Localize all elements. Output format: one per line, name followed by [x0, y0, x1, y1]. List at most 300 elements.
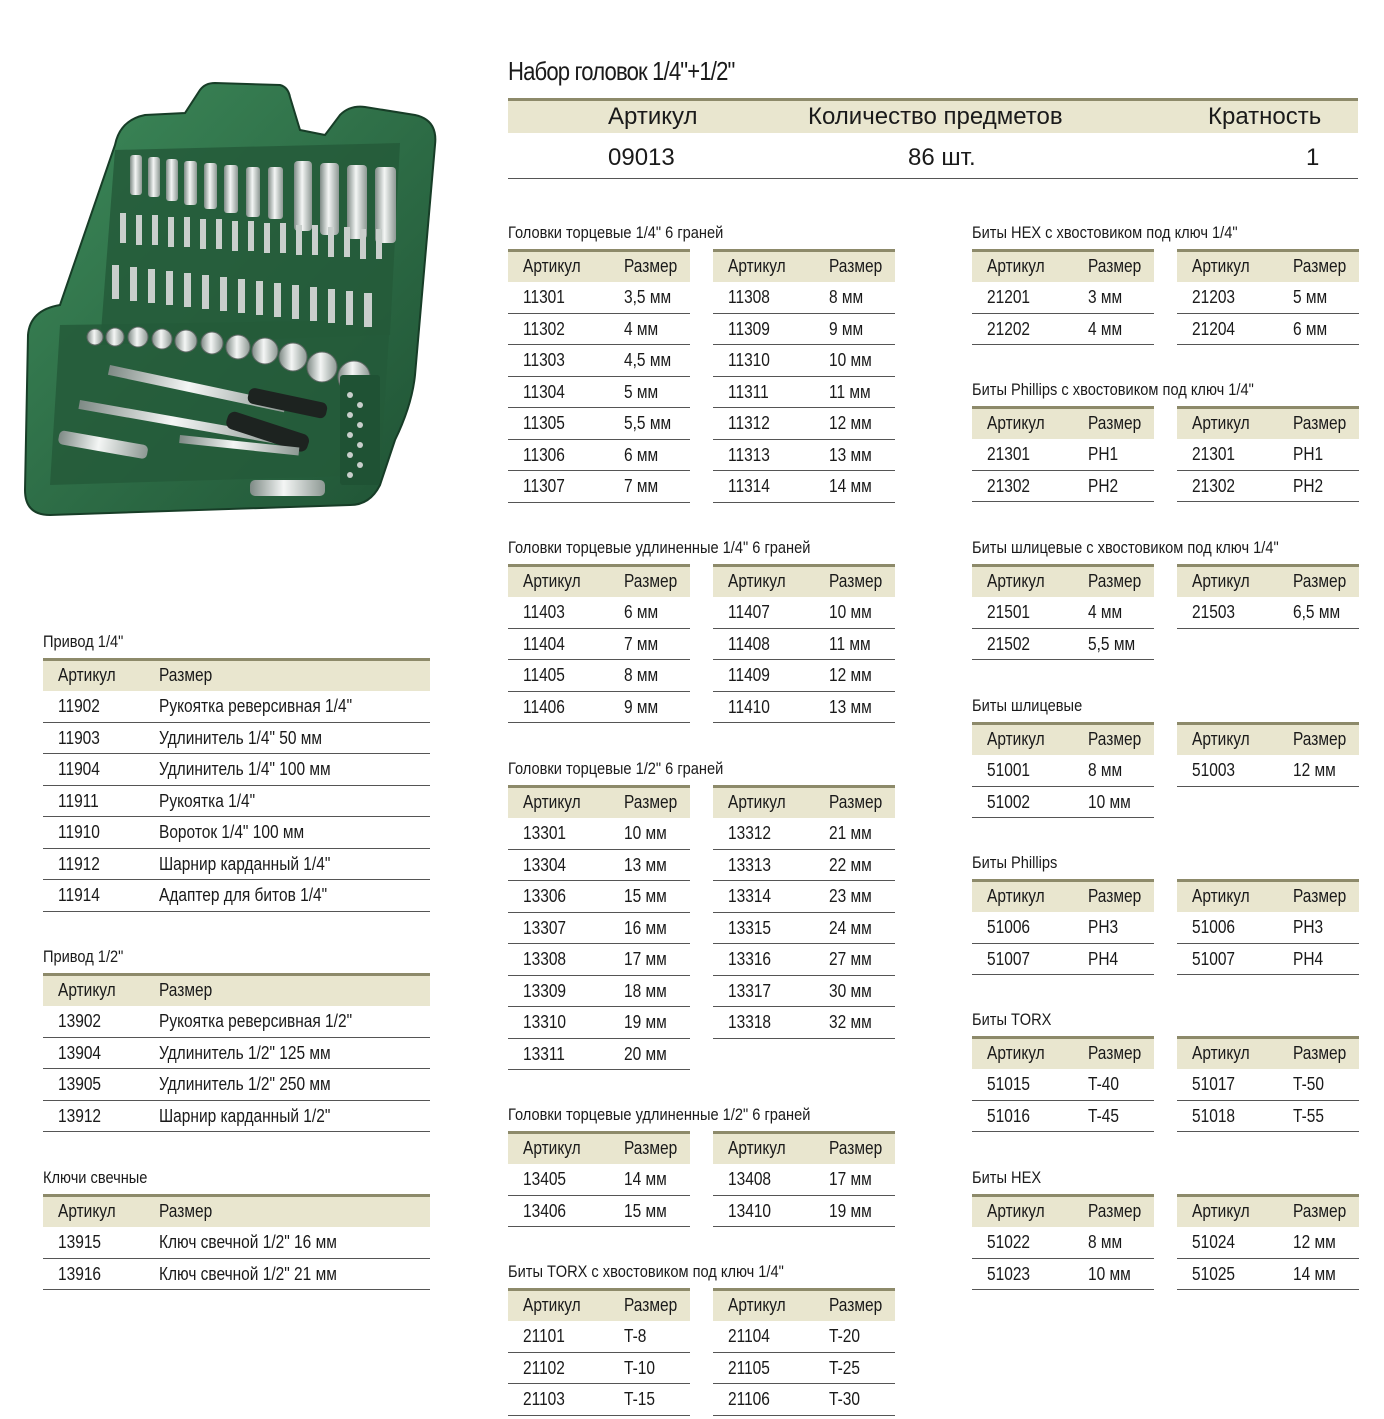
header-size: Размер: [624, 792, 678, 812]
cell-size: 4 мм: [1088, 318, 1123, 339]
table-row: [713, 377, 895, 409]
header-size: Размер: [1088, 886, 1142, 906]
table-row: [43, 1259, 430, 1291]
cell-article: 51007: [1192, 948, 1236, 969]
cell-article: 21102: [523, 1357, 565, 1378]
cell-article: 11306: [523, 444, 565, 465]
table-header: [972, 1194, 1154, 1227]
cell-article: 21101: [523, 1326, 565, 1346]
cell-article: 11302: [523, 318, 565, 339]
table-header: [713, 1288, 895, 1321]
table-header: [1177, 722, 1359, 755]
cell-article: 21201: [987, 287, 1031, 307]
header-article: Артикул: [58, 665, 116, 685]
table-row: [1177, 282, 1359, 314]
section-title: Ключи свечные: [43, 1168, 148, 1187]
header-size: Размер: [1088, 729, 1142, 749]
table-row: [713, 976, 895, 1008]
cell-size: Рукоятка 1/4": [159, 790, 256, 811]
cell-size: 4,5 мм: [624, 350, 672, 370]
spec-table: [508, 249, 690, 503]
cell-article: 13313: [728, 854, 772, 875]
cell-size: 21 мм: [829, 823, 872, 843]
table-row: [713, 660, 895, 692]
header-article: Артикул: [1192, 1043, 1250, 1063]
cell-size: 24 мм: [829, 917, 872, 938]
cell-article: 51002: [987, 791, 1031, 812]
cell-size: PH4: [1293, 948, 1324, 969]
table-row: [713, 345, 895, 377]
table-header: [713, 1131, 895, 1164]
table-row: [1177, 1069, 1359, 1101]
cell-article: 13304: [523, 854, 567, 875]
cell-article: 51006: [1192, 917, 1236, 937]
cell-size: 8 мм: [624, 665, 659, 685]
table-row: [972, 944, 1154, 976]
header-size: Размер: [1293, 886, 1347, 906]
section-title: Биты Phillips с хвостовиком под ключ 1/4": [972, 380, 1254, 399]
table-row: [43, 723, 430, 755]
table-header: [972, 722, 1154, 755]
table-row: [713, 944, 895, 976]
cell-size: 14 мм: [829, 476, 872, 496]
header-size: Размер: [829, 792, 883, 812]
table-row: [713, 597, 895, 629]
table-row: [508, 850, 690, 882]
header-size: Размер: [159, 665, 213, 685]
summary-multiplicity: 1: [1306, 144, 1320, 171]
cell-article: 11902: [58, 696, 100, 716]
table-row: [713, 408, 895, 440]
cell-size: 13 мм: [829, 696, 872, 717]
header-size: Размер: [1088, 1043, 1142, 1063]
table-row: [508, 1321, 690, 1353]
table-row: [972, 912, 1154, 944]
table-row: [1177, 1101, 1359, 1133]
cell-size: Рукоятка реверсивная 1/2": [159, 1011, 353, 1031]
cell-size: 12 мм: [1293, 760, 1336, 780]
section-title: Головки торцевые 1/2" 6 граней: [508, 759, 724, 778]
table-row: [508, 818, 690, 850]
spec-table: [972, 879, 1154, 975]
spec-table: [1177, 879, 1359, 975]
header-article: Артикул: [523, 1138, 581, 1158]
table-row: [713, 314, 895, 346]
cell-size: 18 мм: [624, 980, 667, 1001]
cell-article: 11312: [728, 413, 770, 433]
cell-article: 11407: [728, 602, 770, 622]
cell-size: Удлинитель 1/4" 50 мм: [159, 727, 323, 748]
table-row: [1177, 1259, 1359, 1291]
cell-article: 11311: [728, 381, 769, 402]
cell-article: 13310: [523, 1012, 567, 1032]
cell-size: 19 мм: [624, 1012, 667, 1032]
table-header: [508, 249, 690, 282]
table-row: [508, 1384, 690, 1416]
table-row: [43, 1006, 430, 1038]
table-header: [972, 879, 1154, 912]
table-row: [43, 691, 430, 723]
cell-size: 16 мм: [624, 917, 667, 938]
cell-article: 51018: [1192, 1105, 1236, 1126]
cell-size: T-55: [1293, 1105, 1324, 1126]
header-size: Размер: [829, 256, 883, 276]
spec-table: [1177, 406, 1359, 502]
cell-article: 21301: [1192, 444, 1236, 464]
table-row: [508, 629, 690, 661]
table-row: [508, 314, 690, 346]
cell-article: 51015: [987, 1074, 1031, 1094]
header-size: Размер: [1293, 729, 1347, 749]
header-article: Артикул: [728, 256, 786, 276]
cell-size: T-50: [1293, 1074, 1324, 1094]
table-row: [43, 880, 430, 912]
cell-article: 11307: [523, 476, 565, 496]
cell-size: 9 мм: [829, 318, 864, 339]
table-header: [1177, 249, 1359, 282]
section-title: Биты HEX с хвостовиком под ключ 1/4": [972, 223, 1238, 242]
cell-size: T-40: [1088, 1074, 1119, 1094]
cell-article: 11408: [728, 633, 770, 654]
table-header: [972, 406, 1154, 439]
cell-article: 21502: [987, 633, 1031, 654]
table-row: [43, 1101, 430, 1133]
cell-size: 23 мм: [829, 886, 872, 906]
header-size: Размер: [1293, 256, 1347, 276]
cell-size: 7 мм: [624, 476, 659, 496]
header-article: Артикул: [728, 571, 786, 591]
table-row: [508, 1196, 690, 1228]
table-row: [1177, 471, 1359, 503]
header-article: Артикул: [987, 413, 1045, 433]
header-article: Артикул: [728, 1138, 786, 1158]
cell-size: 30 мм: [829, 980, 872, 1001]
cell-article: 11912: [58, 853, 100, 874]
header-size: Размер: [624, 571, 678, 591]
summary-values: [508, 138, 1358, 179]
cell-size: 8 мм: [1088, 1232, 1123, 1252]
tool-case-image: [20, 75, 440, 540]
header-size: Размер: [624, 1295, 678, 1315]
table-row: [713, 850, 895, 882]
cell-size: T-10: [624, 1357, 655, 1378]
table-header: [1177, 406, 1359, 439]
spec-table: [508, 1131, 690, 1227]
cell-article: 51016: [987, 1105, 1031, 1126]
table-header: [713, 249, 895, 282]
header-article: Артикул: [987, 886, 1045, 906]
table-row: [43, 1038, 430, 1070]
cell-article: 21202: [987, 318, 1031, 339]
header-size: Размер: [159, 1201, 213, 1221]
header-article: Артикул: [1192, 413, 1250, 433]
cell-article: 11406: [523, 696, 565, 717]
table-row: [713, 692, 895, 724]
table-row: [43, 786, 430, 818]
cell-size: 14 мм: [1293, 1263, 1336, 1284]
spec-table: [1177, 1036, 1359, 1132]
cell-size: 4 мм: [624, 318, 659, 339]
table-row: [713, 1353, 895, 1385]
table-row: [508, 377, 690, 409]
table-row: [972, 439, 1154, 471]
table-row: [972, 1069, 1154, 1101]
header-article: Артикул: [728, 1295, 786, 1315]
cell-size: 10 мм: [829, 350, 872, 370]
spec-table: [972, 564, 1154, 660]
cell-article: 21302: [987, 475, 1031, 496]
table-header: [713, 785, 895, 818]
cell-size: PH4: [1088, 948, 1119, 969]
cell-size: 4 мм: [1088, 602, 1123, 622]
table-row: [713, 282, 895, 314]
table-row: [972, 597, 1154, 629]
cell-article: 11409: [728, 665, 770, 685]
table-row: [508, 597, 690, 629]
spec-table: [508, 564, 690, 723]
cell-size: T-8: [624, 1326, 647, 1346]
table-row: [43, 1069, 430, 1101]
cell-article: 51022: [987, 1232, 1031, 1252]
cell-size: 8 мм: [829, 287, 864, 307]
cell-article: 11313: [728, 444, 770, 465]
spec-table: [713, 1288, 895, 1416]
cell-size: Удлинитель 1/4" 100 мм: [159, 759, 331, 779]
header-article: Артикул: [58, 1201, 116, 1221]
header-size: Размер: [1088, 256, 1142, 276]
spec-table: [1177, 722, 1359, 787]
table-row: [713, 1196, 895, 1228]
header-article: Артикул: [523, 256, 581, 276]
cell-article: 13405: [523, 1169, 567, 1189]
cell-size: 8 мм: [1088, 760, 1123, 780]
spec-table: [972, 722, 1154, 818]
cell-size: PH3: [1088, 917, 1119, 937]
table-row: [508, 1353, 690, 1385]
cell-article: 51023: [987, 1263, 1031, 1284]
spec-table: [1177, 564, 1359, 629]
table-row: [1177, 314, 1359, 346]
header-article: Артикул: [728, 792, 786, 812]
header-article: Артикул: [987, 256, 1045, 276]
table-row: [508, 913, 690, 945]
cell-size: 12 мм: [829, 413, 872, 433]
cell-size: 6,5 мм: [1293, 602, 1341, 622]
table-row: [713, 913, 895, 945]
spec-table: [972, 1036, 1154, 1132]
cell-article: 13915: [58, 1232, 102, 1252]
spec-table: [972, 406, 1154, 502]
spec-table: [1177, 1194, 1359, 1290]
table-header: [43, 1194, 430, 1227]
cell-article: 51006: [987, 917, 1031, 937]
cell-article: 21204: [1192, 318, 1236, 339]
header-size: Размер: [1088, 571, 1142, 591]
summary-col-multiplicity: Кратность: [1208, 103, 1322, 130]
table-row: [972, 471, 1154, 503]
cell-size: Рукоятка реверсивная 1/4": [159, 696, 353, 716]
cell-article: 13904: [58, 1042, 102, 1063]
cell-article: 11310: [728, 350, 770, 370]
cell-size: 11 мм: [829, 381, 871, 402]
table-row: [713, 1007, 895, 1039]
section-title: Головки торцевые 1/4" 6 граней: [508, 223, 724, 242]
cell-size: 9 мм: [624, 696, 659, 717]
cell-size: 10 мм: [1088, 791, 1131, 812]
spec-table: [713, 564, 895, 723]
table-row: [713, 1384, 895, 1416]
spec-table: [43, 973, 430, 1132]
cell-size: 32 мм: [829, 1012, 872, 1032]
header-article: Артикул: [1192, 886, 1250, 906]
cell-article: 13408: [728, 1169, 772, 1189]
cell-size: 13 мм: [829, 444, 872, 465]
header-size: Размер: [829, 1295, 883, 1315]
cell-article: 11314: [728, 476, 770, 496]
cell-article: 13902: [58, 1011, 102, 1031]
summary-article: 09013: [608, 144, 675, 171]
cell-article: 13312: [728, 823, 772, 843]
cell-article: 21301: [987, 444, 1031, 464]
table-row: [508, 881, 690, 913]
table-row: [972, 755, 1154, 787]
cell-article: 21105: [728, 1357, 770, 1378]
section-title: Биты шлицевые с хвостовиком под ключ 1/4": [972, 538, 1279, 557]
table-header: [1177, 564, 1359, 597]
page-title: Набор головок 1/4"+1/2": [508, 56, 735, 86]
header-size: Размер: [1088, 413, 1142, 433]
cell-size: 14 мм: [624, 1169, 667, 1189]
cell-size: PH2: [1293, 475, 1324, 496]
cell-article: 13916: [58, 1263, 102, 1284]
cell-article: 21104: [728, 1326, 770, 1346]
spec-table: [972, 1194, 1154, 1290]
cell-article: 13306: [523, 886, 567, 906]
table-row: [508, 345, 690, 377]
table-header: [1177, 1036, 1359, 1069]
cell-size: 17 мм: [624, 949, 667, 969]
cell-article: 51007: [987, 948, 1031, 969]
cell-article: 11903: [58, 727, 100, 748]
table-row: [972, 629, 1154, 661]
spec-table: [713, 1131, 895, 1227]
header-size: Размер: [1293, 413, 1347, 433]
section-title: Биты TORX: [972, 1010, 1052, 1029]
cell-size: Шарнир карданный 1/2": [159, 1105, 331, 1126]
cell-article: 51003: [1192, 760, 1236, 780]
table-row: [43, 1227, 430, 1259]
table-row: [713, 629, 895, 661]
cell-article: 21203: [1192, 287, 1236, 307]
cell-size: PH1: [1088, 444, 1119, 464]
cell-article: 13308: [523, 949, 567, 969]
header-size: Размер: [1088, 1201, 1142, 1221]
cell-article: 11914: [58, 885, 100, 905]
cell-size: 19 мм: [829, 1200, 872, 1221]
table-header: [713, 564, 895, 597]
table-row: [508, 471, 690, 503]
cell-article: 13309: [523, 980, 567, 1001]
table-row: [508, 944, 690, 976]
table-row: [713, 1321, 895, 1353]
header-size: Размер: [624, 1138, 678, 1158]
cell-article: 21503: [1192, 602, 1236, 622]
table-row: [972, 282, 1154, 314]
cell-article: 13905: [58, 1074, 102, 1094]
table-row: [1177, 597, 1359, 629]
cell-size: T-45: [1088, 1105, 1119, 1126]
spec-table: [972, 249, 1154, 345]
cell-article: 13912: [58, 1105, 102, 1126]
summary-header: [508, 98, 1358, 133]
table-row: [972, 1101, 1154, 1133]
summary-count: 86 шт.: [908, 144, 976, 171]
table-row: [508, 1007, 690, 1039]
cell-article: 11405: [523, 665, 565, 685]
cell-size: 6 мм: [624, 444, 659, 465]
table-header: [1177, 879, 1359, 912]
table-header: [508, 564, 690, 597]
cell-size: PH3: [1293, 917, 1324, 937]
header-article: Артикул: [1192, 1201, 1250, 1221]
cell-size: Ключ свечной 1/2" 21 мм: [159, 1263, 337, 1284]
table-header: [508, 1288, 690, 1321]
cell-article: 13315: [728, 917, 772, 938]
table-row: [508, 408, 690, 440]
header-article: Артикул: [987, 1201, 1045, 1221]
cell-article: 11904: [58, 759, 100, 779]
table-row: [1177, 755, 1359, 787]
cell-size: 15 мм: [624, 886, 667, 906]
spec-table: [43, 658, 430, 912]
header-article: Артикул: [987, 571, 1045, 591]
table-header: [972, 249, 1154, 282]
cell-size: 17 мм: [829, 1169, 872, 1189]
cell-article: 21106: [728, 1389, 770, 1409]
cell-article: 21302: [1192, 475, 1236, 496]
spec-table: [1177, 249, 1359, 345]
table-row: [1177, 1227, 1359, 1259]
cell-size: 10 мм: [1088, 1263, 1131, 1284]
cell-size: PH2: [1088, 475, 1119, 496]
cell-size: 6 мм: [624, 602, 659, 622]
cell-article: 13410: [728, 1200, 772, 1221]
cell-article: 11304: [523, 381, 565, 402]
header-size: Размер: [159, 980, 213, 1000]
cell-article: 13307: [523, 917, 567, 938]
cell-size: Удлинитель 1/2" 125 мм: [159, 1042, 331, 1063]
cell-size: Адаптер для битов 1/4": [159, 885, 328, 905]
spec-table: [508, 785, 690, 1070]
summary-col-article: Артикул: [608, 103, 698, 130]
cell-size: 3 мм: [1088, 287, 1123, 307]
cell-size: PH1: [1293, 444, 1324, 464]
cell-size: 10 мм: [624, 823, 667, 843]
table-row: [508, 660, 690, 692]
section-title: Биты TORX с хвостовиком под ключ 1/4": [508, 1262, 784, 1281]
cell-article: 13318: [728, 1012, 772, 1032]
header-article: Артикул: [987, 1043, 1045, 1063]
table-row: [508, 1039, 690, 1071]
table-row: [508, 976, 690, 1008]
table-row: [508, 692, 690, 724]
cell-size: T-30: [829, 1389, 860, 1409]
table-row: [1177, 912, 1359, 944]
cell-article: 11309: [728, 318, 770, 339]
cell-article: 11303: [523, 350, 565, 370]
section-title: Привод 1/2": [43, 947, 124, 966]
table-header: [1177, 1194, 1359, 1227]
